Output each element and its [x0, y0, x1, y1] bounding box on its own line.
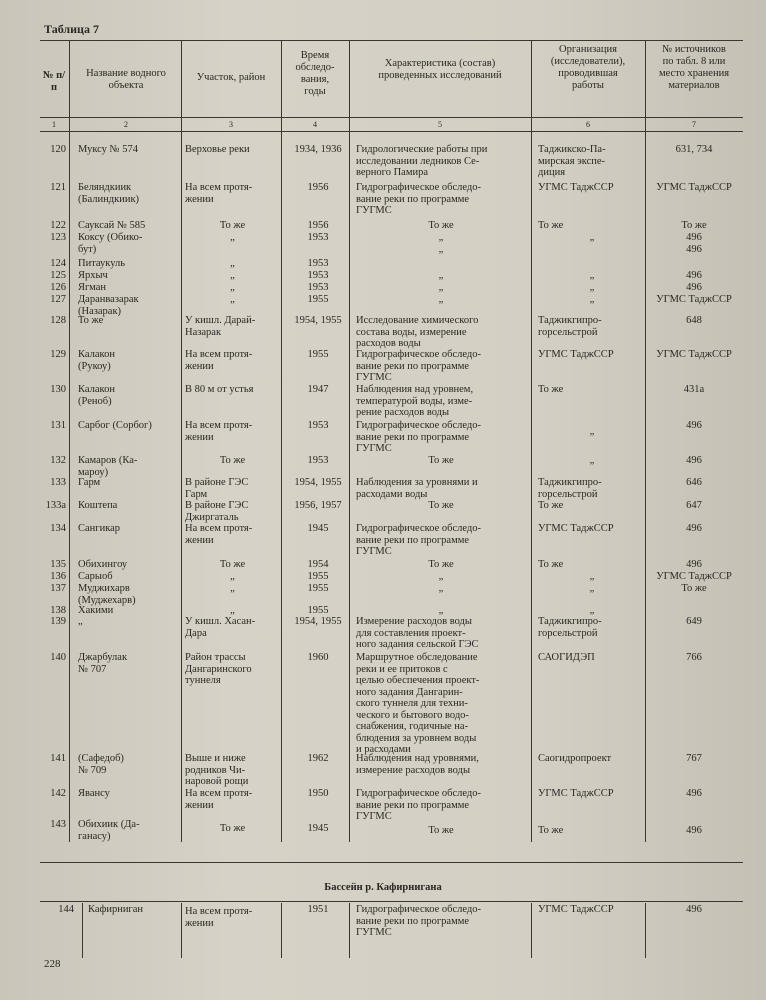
header-org: Организация (исследователи), проводившая работы [550, 44, 626, 91]
survey-time: 1954 [307, 559, 329, 570]
organization: То же [538, 384, 564, 395]
source-ref: 631, 734 [675, 144, 713, 155]
area: То же [219, 220, 246, 231]
header-area: Участок, район [196, 72, 266, 83]
organization: УГМС ТаджССР [538, 523, 614, 534]
source-ref: 647 [686, 500, 702, 511]
research-description: То же [428, 500, 454, 511]
survey-time: 1954, 1955 [294, 477, 342, 488]
header-src: № источников по табл. 8 или место хранения материалов [658, 44, 730, 91]
section-rule [40, 901, 743, 902]
area: Выше и ниже родников Чи- наровой рощи [185, 753, 249, 787]
organization: То же [538, 500, 564, 511]
research-description: Гидрографическое обследо- вание реки по программе ГУГМС [356, 182, 481, 216]
area: „ [230, 605, 235, 616]
row-number: 134 [50, 523, 66, 534]
survey-time: 1955 [307, 294, 329, 305]
water-body-name: Питаукуль [78, 258, 126, 269]
research-description: Гидрографическое обследо- вание реки по программе ГУГМС [356, 420, 481, 454]
water-body-name: Калакон (Реноб) [78, 384, 115, 407]
water-body-name: Калакон (Рукоу) [78, 349, 115, 372]
organization: УГМС ТаджССР [538, 788, 614, 799]
research-description: Гидрологические работы при исследовании ледников Се- верного Памира [356, 144, 488, 178]
area: То же [219, 455, 246, 466]
survey-time: 1953 [307, 420, 329, 431]
research-description: То же [428, 825, 454, 836]
research-description: „ „ [438, 232, 444, 255]
organization: САОГИДЭП [538, 652, 595, 663]
water-body-name: Сангикар [78, 523, 121, 534]
survey-time: 1947 [307, 384, 329, 395]
survey-time: 1953 [307, 282, 329, 293]
column-rule [82, 903, 83, 958]
table-label: Таблица 7 [44, 22, 99, 36]
research-description: „ [438, 282, 444, 293]
survey-time: 1951 [307, 904, 329, 915]
source-ref: 496 [686, 825, 702, 836]
organization: УГМС ТаджССР [538, 182, 614, 193]
research-description: Гидрографическое обследо- вание реки по программе ГУГМС [356, 349, 481, 383]
area: Верховье реки [185, 144, 250, 155]
survey-time: 1953 [307, 232, 329, 243]
water-body-name: Муджихарв (Муджехарв) [78, 583, 136, 606]
research-description: „ [438, 270, 444, 281]
area: На всем протя- жении [185, 420, 253, 443]
source-ref: 496 [686, 788, 702, 799]
organization: „ [589, 426, 595, 437]
column-rule [281, 903, 282, 958]
water-body-name: Гарм [78, 477, 101, 488]
source-ref: 646 [686, 477, 702, 488]
survey-time: 1956 [307, 220, 329, 231]
area: „ [230, 571, 235, 582]
water-body-name: Коксу (Обико- бут) [78, 232, 143, 255]
source-ref: 649 [686, 616, 702, 627]
page-number: 228 [44, 958, 61, 970]
header-top-rule [40, 40, 743, 41]
research-description: Исследование химического состава воды, измерение расходов воды [356, 315, 479, 349]
survey-time: 1954, 1955 [294, 315, 342, 326]
research-description: То же [428, 220, 454, 231]
survey-time: 1956, 1957 [294, 500, 342, 511]
source-ref: 496 [686, 523, 702, 534]
water-body-name: (Сафедоб) № 709 [78, 753, 124, 776]
source-ref: 496 [686, 559, 702, 570]
row-number: 143 [50, 819, 66, 830]
organization: Таджикско-Па- мирская экспе- диция [538, 144, 606, 178]
water-body-name: Хакими [78, 605, 114, 616]
survey-time: 1945 [307, 523, 329, 534]
source-ref: 496 [686, 455, 702, 466]
area: На всем протя- жении [185, 182, 253, 205]
column-rule [181, 40, 182, 842]
research-description: То же [428, 559, 454, 570]
area: То же [219, 823, 246, 834]
column-number: 7 [692, 120, 696, 129]
header-num: № п/п [42, 70, 66, 93]
source-ref: УГМС ТаджССР [656, 294, 732, 305]
source-ref: 648 [686, 315, 702, 326]
area: Район трассы Дангаринского туннеля [185, 652, 252, 686]
organization: „ [589, 294, 595, 305]
row-number: 123 [50, 232, 66, 243]
water-body-name: Ярхыч [78, 270, 108, 281]
research-description: Маршрутное обследование реки и ее притоков с целью обеспечения проект- ного задания Дангарин- ского туннеля для техни- ческого и бытового водо- снабжения, годичные на- блюдения за уровнем воды и расходами [356, 652, 480, 755]
column-number: 6 [586, 120, 590, 129]
organization: УГМС ТаджССР [538, 349, 614, 360]
area: У кишл. Дарай- Назарак [185, 315, 256, 338]
water-body-name: Джарбулак № 707 [78, 652, 128, 675]
area: В районе ГЭС Гарм [185, 477, 249, 500]
source-ref: УГМС ТаджССР [656, 349, 732, 360]
area: То же [219, 559, 246, 570]
header-time: Время обследо- вания, годы [295, 50, 335, 97]
survey-time: 1934, 1936 [294, 144, 342, 155]
research-description: „ [438, 583, 444, 594]
row-number: 122 [50, 220, 66, 231]
area: „ [230, 232, 235, 243]
research-description: „ [438, 605, 444, 616]
water-body-name: „ [78, 616, 83, 627]
column-rule [69, 40, 70, 842]
header-bottom-rule [40, 117, 743, 118]
organization: „ [589, 571, 595, 582]
source-ref: УГМС ТаджССР [656, 182, 732, 193]
column-number: 2 [124, 120, 128, 129]
column-number-rule [40, 131, 743, 132]
source-ref: 496 [686, 904, 702, 915]
research-description: Измерение расходов воды для составления проект- ного задания сельской ГЭС [356, 616, 479, 650]
organization: УГМС ТаджССР [538, 904, 614, 915]
organization: Таджикгипро- горсельстрой [538, 616, 602, 639]
research-description: Гидрографическое обследо- вание реки по программе ГУГМС [356, 788, 481, 822]
organization: „ [589, 270, 595, 281]
water-body-name: Кафирниган [88, 904, 144, 915]
row-number: 139 [50, 616, 66, 627]
row-number: 138 [50, 605, 66, 616]
source-ref: 496 496 [686, 232, 702, 255]
column-number: 4 [313, 120, 317, 129]
header-desc: Характеристика (состав) проведенных исследований [378, 58, 502, 81]
water-body-name: Сауксай № 585 [78, 220, 146, 231]
organization: „ [589, 455, 595, 466]
row-number: 124 [50, 258, 66, 269]
row-number: 127 [50, 294, 66, 305]
organization: Саогидропроект [538, 753, 612, 764]
row-number: 137 [50, 583, 66, 594]
research-description: „ [438, 571, 444, 582]
column-rule [349, 40, 350, 842]
survey-time: 1953 [307, 270, 329, 281]
survey-time: 1950 [307, 788, 329, 799]
water-body-name: Камаров (Ка- мароу) [78, 455, 138, 478]
row-number: 135 [50, 559, 66, 570]
row-number: 120 [50, 144, 66, 155]
source-ref: 496 [686, 420, 702, 431]
survey-time: 1956 [307, 182, 329, 193]
basin-title: Бассейн р. Кафирнигана [324, 882, 442, 893]
area: На всем протя- жении [185, 349, 253, 372]
organization: Таджикгипро- горсельстрой [538, 315, 602, 338]
survey-time: 1953 [307, 455, 329, 466]
water-body-name: Коштепа [78, 500, 118, 511]
area: В 80 м от устья [185, 384, 254, 395]
research-description: Наблюдения над уровнями, измерение расходов воды [356, 753, 479, 776]
row-number: 129 [50, 349, 66, 360]
column-number: 5 [438, 120, 442, 129]
survey-time: 1955 [307, 349, 329, 360]
survey-time: 1955 [307, 583, 329, 594]
survey-time: 1962 [307, 753, 329, 764]
organization: То же [538, 825, 564, 836]
water-body-name: Ягман [78, 282, 107, 293]
survey-time: 1960 [307, 652, 329, 663]
source-ref: 496 [686, 282, 702, 293]
survey-time: 1945 [307, 823, 329, 834]
water-body-name: Беляндкиик (Балиндкиик) [78, 182, 140, 205]
research-description: То же [428, 455, 454, 466]
row-number: 126 [50, 282, 66, 293]
row-number: 141 [50, 753, 66, 764]
row-number: 144 [58, 904, 74, 915]
row-number: 131 [50, 420, 66, 431]
row-number: 140 [50, 652, 66, 663]
source-ref: 496 [686, 270, 702, 281]
survey-time: 1954, 1955 [294, 616, 342, 627]
research-description: „ [438, 294, 444, 305]
research-description: Наблюдения над уровнем, температурой воды, изме- рение расходов воды [356, 384, 474, 418]
row-number: 121 [50, 182, 66, 193]
area: „ [230, 294, 235, 305]
row-number: 130 [50, 384, 66, 395]
area: „ [230, 258, 235, 269]
source-ref: То же [681, 220, 707, 231]
source-ref: 767 [686, 753, 702, 764]
organization: То же [538, 220, 564, 231]
research-description: Гидрографическое обследо- вание реки по программе ГУГМС [356, 904, 481, 938]
row-number: 128 [50, 315, 66, 326]
column-number: 3 [229, 120, 233, 129]
area: В районе ГЭС Джиргаталь [185, 500, 249, 523]
organization: „ [589, 583, 595, 594]
row-number: 136 [50, 571, 66, 582]
area: На всем протя- жении [185, 906, 253, 929]
water-body-name: Явансу [78, 788, 110, 799]
column-rule [281, 40, 282, 842]
row-number: 125 [50, 270, 66, 281]
column-number: 1 [52, 120, 56, 129]
water-body-name: Обихиик (Да- ганасу) [78, 819, 140, 842]
organization: „ [589, 605, 595, 616]
column-rule [531, 40, 532, 842]
area: У кишл. Хасан- Дара [185, 616, 256, 639]
row-number: 133а [45, 500, 66, 511]
section-rule [40, 862, 743, 863]
water-body-name: Муксу № 574 [78, 144, 138, 155]
area: „ [230, 583, 235, 594]
organization: То же [538, 559, 564, 570]
water-body-name: То же [78, 315, 104, 326]
survey-time: 1955 [307, 605, 329, 616]
area: „ [230, 270, 235, 281]
area: „ [230, 282, 235, 293]
source-ref: УГМС ТаджССР [656, 571, 732, 582]
source-ref: 766 [686, 652, 702, 663]
row-number: 142 [50, 788, 66, 799]
column-rule [349, 903, 350, 958]
area: На всем протя- жении [185, 788, 253, 811]
organization: Таджикгипро- горсельстрой [538, 477, 602, 500]
header-name: Название водного объекта [86, 68, 166, 91]
research-description: Гидрографическое обследо- вание реки по программе ГУГМС [356, 523, 481, 557]
area: На всем протя- жении [185, 523, 253, 546]
water-body-name: Сарбог (Сорбог) [78, 420, 152, 431]
row-number: 132 [50, 455, 66, 466]
organization: „ [589, 282, 595, 293]
research-description: Наблюдения за уровнями и расходами воды [356, 477, 478, 500]
column-rule [531, 903, 532, 958]
source-ref: То же [681, 583, 707, 594]
water-body-name: Обихингоу [78, 559, 128, 570]
organization: „ [589, 232, 595, 243]
survey-time: 1955 [307, 571, 329, 582]
source-ref: 431а [683, 384, 705, 395]
water-body-name: Сарыоб [78, 571, 113, 582]
row-number: 133 [50, 477, 66, 488]
survey-time: 1953 [307, 258, 329, 269]
water-body-name: Даранвазарак (Назарак) [78, 294, 139, 317]
